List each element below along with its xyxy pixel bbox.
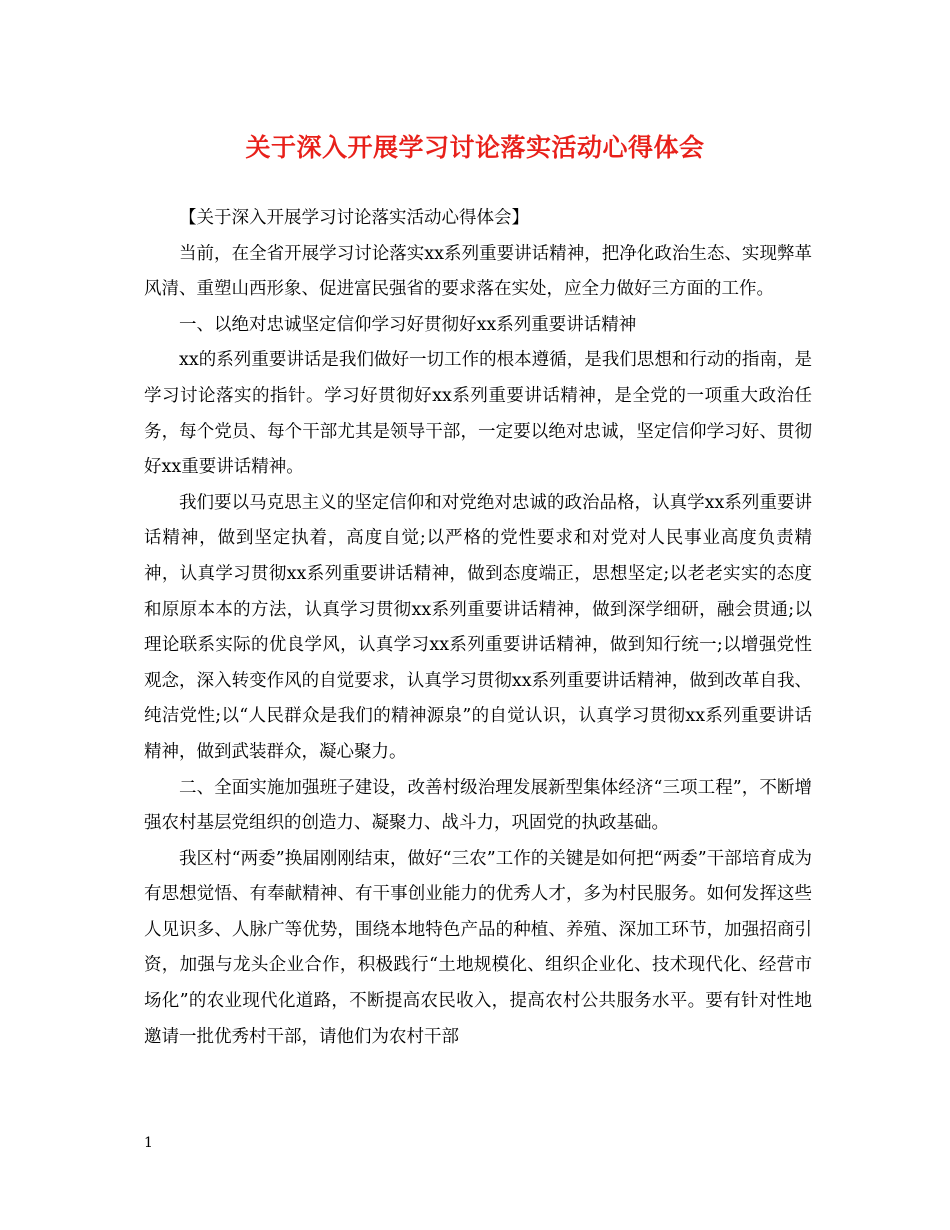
paragraph-heading-bracket: 【关于深入开展学习讨论落实活动心得体会】 (179, 208, 529, 228)
page-number: 1 (144, 1135, 153, 1151)
document-body (144, 201, 812, 1055)
paragraph-section-1-detail: 我们要以马克思主义的坚定信仰和对党绝对忠诚的政治品格，认真学xx系列重要讲话精神，做到坚定执着，高度自觉;以严格的党性要求和对党对人民事业高度负责精神，认真学习贯彻xx系列重要讲话精神，做到态度端正，思想坚定;以老老实实的态度和原原本本的方法，认真学习贯彻xx系列重要讲话精神，做到深学细研，融会贯通;以理论联系实际的优良学风，认真学习xx系列重要讲话精神，做到知行统一;以增强党性观念，深入转变作风的自觉要求，认真学习贯彻xx系列重要讲话精神，做到改革自我、纯洁党性;以“人民群众是我们的精神源泉”的自觉认识，认真学习贯彻xx系列重要讲话精神，做到武装群众，凝心聚力。 (144, 492, 812, 762)
paragraph-section-1-heading: 一、以绝对忠诚坚定信仰学习好贯彻好xx系列重要讲话精神 (179, 314, 637, 335)
paragraph-intro: 当前，在全省开展学习讨论落实xx系列重要讲话精神，把净化政治生态、实现弊革风清、重塑山西形象、促进富民强省的要求落在实处，应全力做好三方面的工作。 (144, 243, 812, 300)
paragraph-section-2-body: 我区村“两委”换届刚刚结束，做好“三农”工作的关键是如何把“两委”干部培育成为有思想觉悟、有奉献精神、有干事创业能力的优秀人才，多为村民服务。如何发挥这些人见识多、人脉广等优势，围绕本地特色产品的种植、养殖、深加工环节，加强招商引资，加强与龙头企业合作，积极践行“土地规模化、组织企业化、技术现代化、经营市场化”的农业现代化道路，不断提高农民收入，提高农村公共服务水平。要有针对性地邀请一批优秀村干部，请他们为农村干部 (144, 848, 812, 1047)
paragraph-section-1-body: xx的系列重要讲话是我们做好一切工作的根本遵循，是我们思想和行动的指南，是学习讨论落实的指针。学习好贯彻好xx系列重要讲话精神，是全党的一项重大政治任务，每个党员、每个干部尤其是领导干部，一定要以绝对忠诚，坚定信仰学习好、贯彻好xx重要讲话精神。 (144, 350, 812, 478)
document-title: 关于深入开展学习讨论落实活动心得体会 (245, 133, 705, 162)
paragraph-section-2-heading: 二、全面实施加强班子建设，改善村级治理发展新型集体经济“三项工程”，不断增强农村基层党组织的创造力、凝聚力、战斗力，巩固党的执政基础。 (144, 777, 812, 834)
